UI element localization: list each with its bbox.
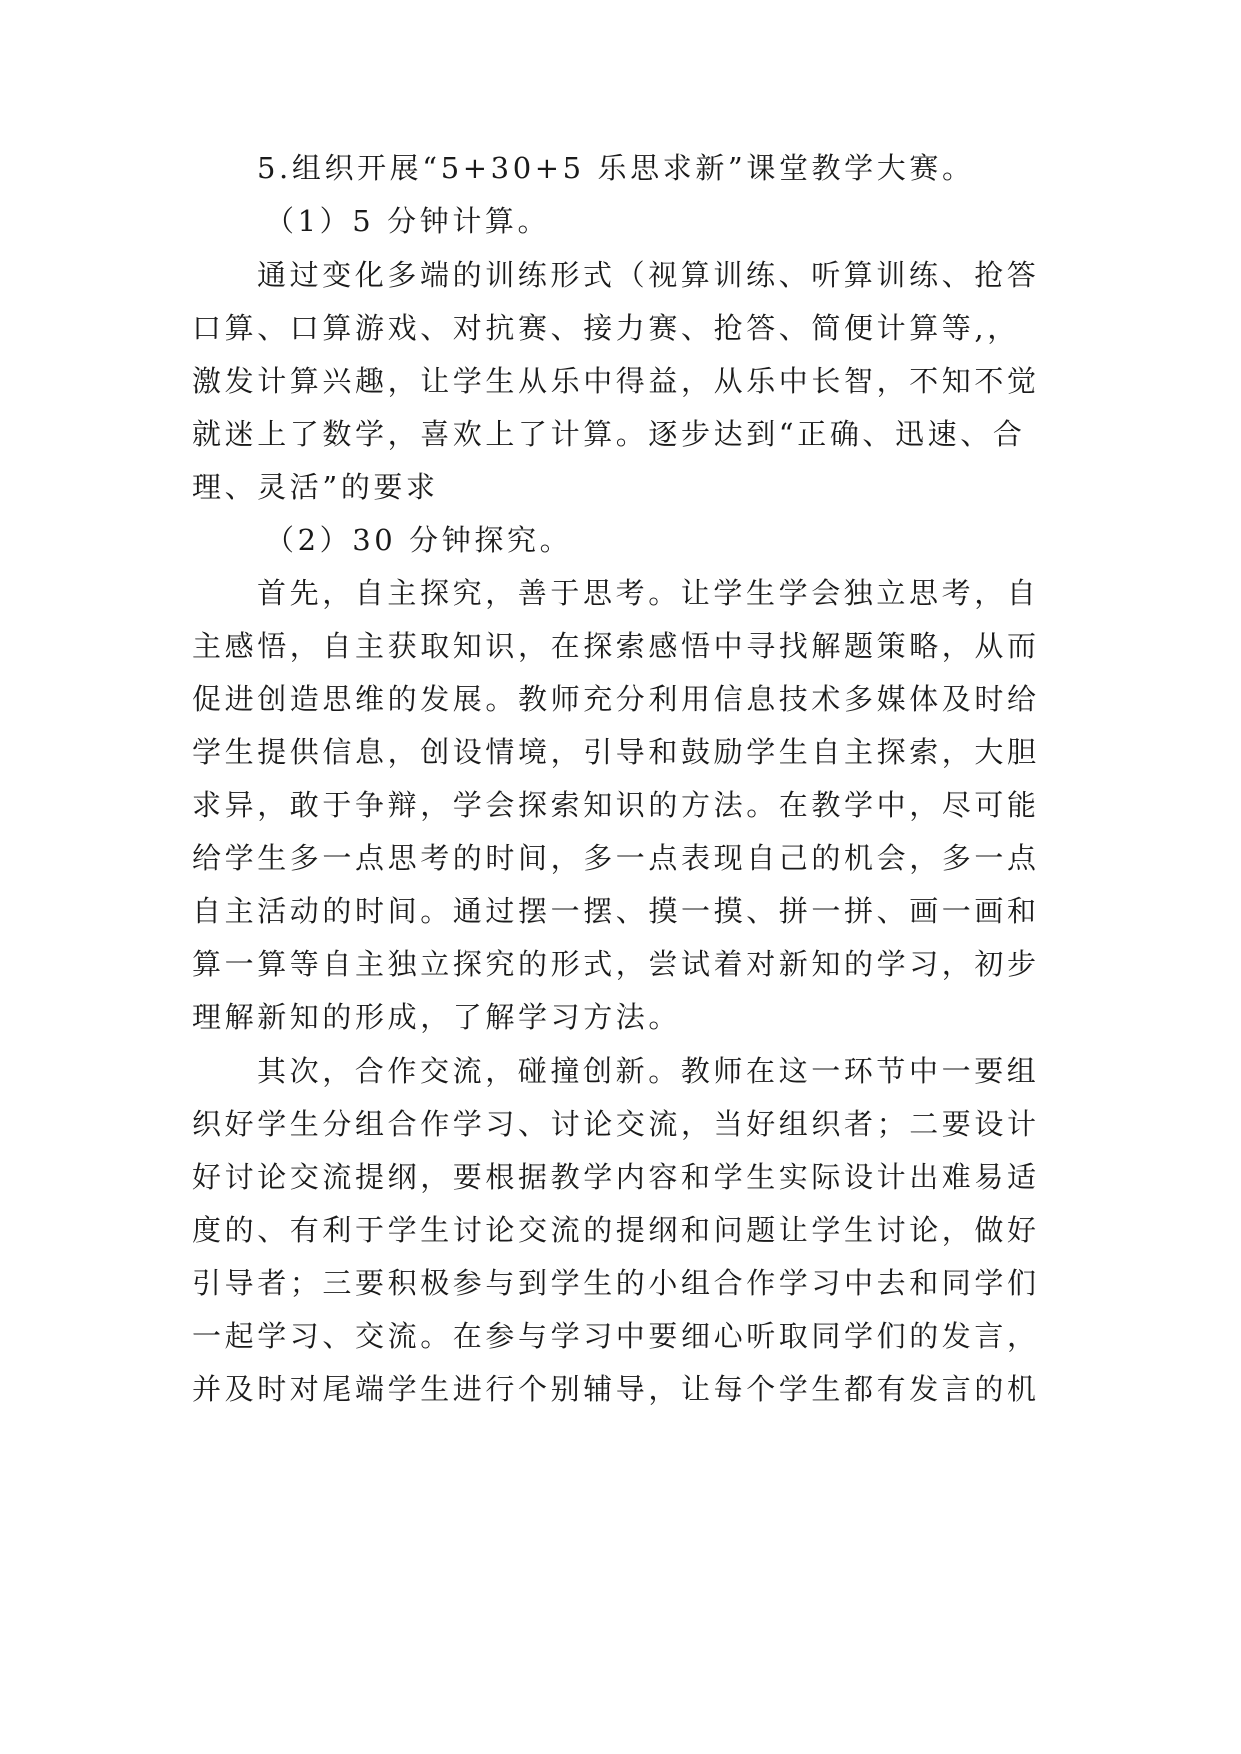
subheading-calculation: （1）5 分钟计算。 — [265, 204, 551, 238]
paragraph-line: 织好学生分组合作学习、讨论交流，当好组织者；二要设计 — [192, 1107, 1040, 1141]
paragraph-line: 促进创造思维的发展。教师充分利用信息技术多媒体及时给 — [192, 682, 1040, 716]
paragraph-line: 引导者；三要积极参与到学生的小组合作学习中去和同学们 — [192, 1266, 1040, 1300]
paragraph-line: 口算、口算游戏、对抗赛、接力赛、抢答、简便计算等,， — [192, 311, 1020, 345]
paragraph-line: 理解新知的形成，了解学习方法。 — [192, 1000, 682, 1034]
paragraph-line: 好讨论交流提纲，要根据教学内容和学生实际设计出难易适 — [192, 1160, 1040, 1194]
subheading-exploration: （2）30 分钟探究。 — [265, 523, 573, 557]
paragraph-line: 给学生多一点思考的时间，多一点表现自己的机会，多一点 — [192, 841, 1040, 875]
paragraph-line: 理、灵活”的要求 — [192, 470, 439, 504]
paragraph-line: 就迷上了数学，喜欢上了计算。逐步达到“正确、迅速、合 — [192, 417, 1026, 451]
paragraph-line: 其次，合作交流，碰撞创新。教师在这一环节中一要组 — [257, 1054, 1040, 1088]
paragraph-line: 算一算等自主独立探究的形式，尝试着对新知的学习，初步 — [192, 947, 1040, 981]
paragraph-line: 首先，自主探究，善于思考。让学生学会独立思考，自 — [257, 576, 1040, 610]
paragraph-line: 并及时对尾端学生进行个别辅导，让每个学生都有发言的机 — [192, 1372, 1040, 1406]
paragraph-line: 学生提供信息，创设情境，引导和鼓励学生自主探索，大胆 — [192, 735, 1040, 769]
paragraph-line: 激发计算兴趣，让学生从乐中得益，从乐中长智，不知不觉 — [192, 364, 1040, 398]
section-heading: 5.组织开展“5+30+5 乐思求新”课堂教学大赛。 — [257, 151, 975, 185]
paragraph-line: 度的、有利于学生讨论交流的提纲和问题让学生讨论，做好 — [192, 1213, 1040, 1247]
paragraph-line: 求异，敢于争辩，学会探索知识的方法。在教学中，尽可能 — [192, 788, 1040, 822]
paragraph-line: 自主活动的时间。通过摆一摆、摸一摸、拼一拼、画一画和 — [192, 894, 1040, 928]
paragraph-line: 一起学习、交流。在参与学习中要细心听取同学们的发言， — [192, 1319, 1040, 1353]
paragraph-line: 主感悟，自主获取知识，在探索感悟中寻找解题策略，从而 — [192, 629, 1040, 663]
paragraph-line: 通过变化多端的训练形式（视算训练、听算训练、抢答 — [257, 258, 1040, 292]
